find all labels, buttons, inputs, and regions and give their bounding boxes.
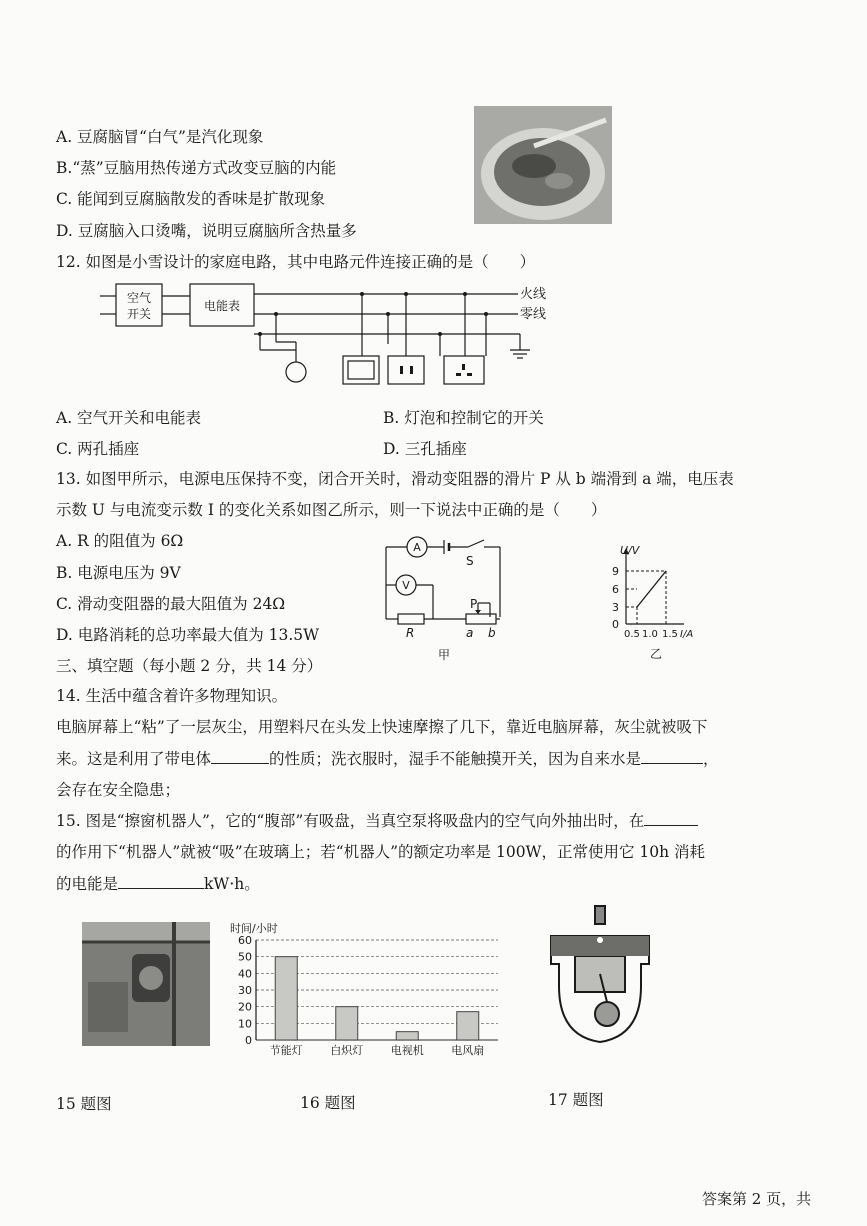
chart-ytick-label: 50 xyxy=(238,950,252,964)
end-a-label: a xyxy=(466,626,474,640)
q15-blank-1[interactable] xyxy=(644,811,698,826)
chart-bar xyxy=(457,1012,479,1040)
q14-line-1: 电脑屏幕上“粘”了一层灰尘，用塑料尺在头发上快速摩擦了几下，靠近电脑屏幕，灰尘就被吸下 xyxy=(56,718,708,736)
u-i-line xyxy=(637,571,666,607)
q13-option-a: A. R 的阻值为 6Ω xyxy=(56,532,184,550)
caption-fig-16: 16 题图 xyxy=(300,1094,356,1112)
chart-ylabel: 时间/小时 xyxy=(230,922,278,935)
q11-option-a: A. 豆腐脑冒“白气”是汽化现象 xyxy=(56,128,264,146)
q13-stem-1: 13. 如图甲所示，电源电压保持不变，闭合开关时，滑动变阻器的滑片 P 从 b 端滑到 a 端，电压表 xyxy=(56,470,734,488)
energy-bar-chart xyxy=(226,920,506,1060)
meter-label: 电能表 xyxy=(203,299,241,313)
graph-ylabel: U/V xyxy=(620,544,640,557)
chart-bar xyxy=(396,1032,418,1040)
ammeter-label: A xyxy=(413,541,421,554)
ytick-3: 3 xyxy=(612,601,619,614)
graph-xlabel: I/A xyxy=(680,629,694,640)
chart-ytick-label: 40 xyxy=(238,967,252,981)
chart-bar xyxy=(275,957,297,1040)
q13-option-c: C. 滑动变阻器的最大阻值为 24Ω xyxy=(56,595,286,613)
ytick-0: 0 xyxy=(612,618,619,631)
chart-category-label: 节能灯 xyxy=(269,1044,303,1057)
ytick-6: 6 xyxy=(612,583,619,596)
q12-stem: 12. 如图是小雪设计的家庭电路，其中电路元件连接正确的是（ ） xyxy=(56,253,536,271)
chart-category-label: 白炽灯 xyxy=(330,1044,364,1057)
chart-bar xyxy=(336,1007,358,1040)
q15-line-1: 15. 图是“擦窗机器人”，它的“腹部”有吸盘，当真空泵将吸盘内的空气向外抽出时，在 xyxy=(56,811,698,831)
chart-ytick-label: 20 xyxy=(238,1000,252,1014)
q14-blank-1[interactable] xyxy=(211,749,269,764)
page-footer: 答案第 2 页，共 xyxy=(702,1190,812,1208)
q11-option-b: B.“蒸”豆脑用热传递方式改变豆脑的内能 xyxy=(56,159,337,177)
end-b-label: b xyxy=(488,626,496,640)
q13-stem-2: 示数 U 与电流变示数 I 的变化关系如图乙所示，则一下说法中正确的是（ ） xyxy=(56,501,607,519)
caption-fig-17: 17 题图 xyxy=(548,1091,604,1109)
q14-stem: 14. 生活中蕴含着许多物理知识。 xyxy=(56,687,288,705)
q15-line-3: 的电能是 kW·h。 xyxy=(56,875,260,893)
window-robot-photo xyxy=(82,922,210,1046)
u-i-graph-yi xyxy=(606,540,706,665)
caption-fig-15: 15 题图 xyxy=(56,1095,112,1113)
engine-diagram xyxy=(545,906,655,1048)
q11-option-d: D. 豆腐脑入口烫嘴，说明豆腐脑所含热量多 xyxy=(56,222,357,240)
breaker-label-1: 空气 xyxy=(126,291,152,305)
live-wire-label: 火线 xyxy=(520,287,547,302)
chart-ytick-label: 0 xyxy=(245,1034,252,1047)
q15-line-2: 的作用下“机器人”就被“吸”在玻璃上；若“机器人”的额定功率是 100W，正常使用它 10h 消耗 xyxy=(56,843,706,861)
chart-ytick-label: 60 xyxy=(238,934,252,947)
chart-category-label: 电风扇 xyxy=(451,1044,485,1057)
q11-option-c: C. 能闻到豆腐脑散发的香味是扩散现象 xyxy=(56,190,326,208)
q13-option-b: B. 电源电压为 9V xyxy=(56,564,181,582)
caption-jia: 甲 xyxy=(438,648,451,662)
xtick-1-5: 1.5 xyxy=(662,629,678,640)
neutral-wire-label: 零线 xyxy=(520,307,547,322)
tofu-photo xyxy=(474,106,612,224)
chart-category-label: 电视机 xyxy=(390,1044,424,1057)
resistor-label: R xyxy=(406,626,415,640)
caption-yi: 乙 xyxy=(650,647,663,661)
q13-option-d: D. 电路消耗的总功率最大值为 13.5W xyxy=(56,626,320,644)
circuit-diagram-jia xyxy=(378,535,513,665)
xtick-1-0: 1.0 xyxy=(642,629,658,640)
chart-ytick-label: 30 xyxy=(238,984,252,997)
voltmeter-label: V xyxy=(402,579,410,592)
q12-option-c: C. 两孔插座 xyxy=(56,440,140,458)
q12-option-b: B. 灯泡和控制它的开关 xyxy=(383,409,544,427)
chart-ytick-label: 10 xyxy=(238,1017,252,1031)
xtick-0-5: 0.5 xyxy=(624,629,640,640)
q14-line-2: 来。这是利用了带电体 的性质；洗衣服时，湿手不能触摸开关，因为自来水是 ， xyxy=(56,750,719,768)
breaker-label-2: 开关 xyxy=(126,307,152,321)
household-circuit-diagram xyxy=(100,280,560,390)
ytick-9: 9 xyxy=(612,565,619,578)
q12-option-a: A. 空气开关和电能表 xyxy=(56,409,202,427)
q14-blank-2[interactable] xyxy=(641,749,703,764)
q12-option-d: D. 三孔插座 xyxy=(383,440,467,458)
slider-label: P xyxy=(470,597,478,611)
section-3-heading: 三、填空题（每小题 2 分，共 14 分） xyxy=(56,657,323,675)
switch-label: S xyxy=(466,554,474,568)
q14-line-3: 会存在安全隐患； xyxy=(56,781,181,799)
q15-blank-2[interactable] xyxy=(118,874,204,889)
